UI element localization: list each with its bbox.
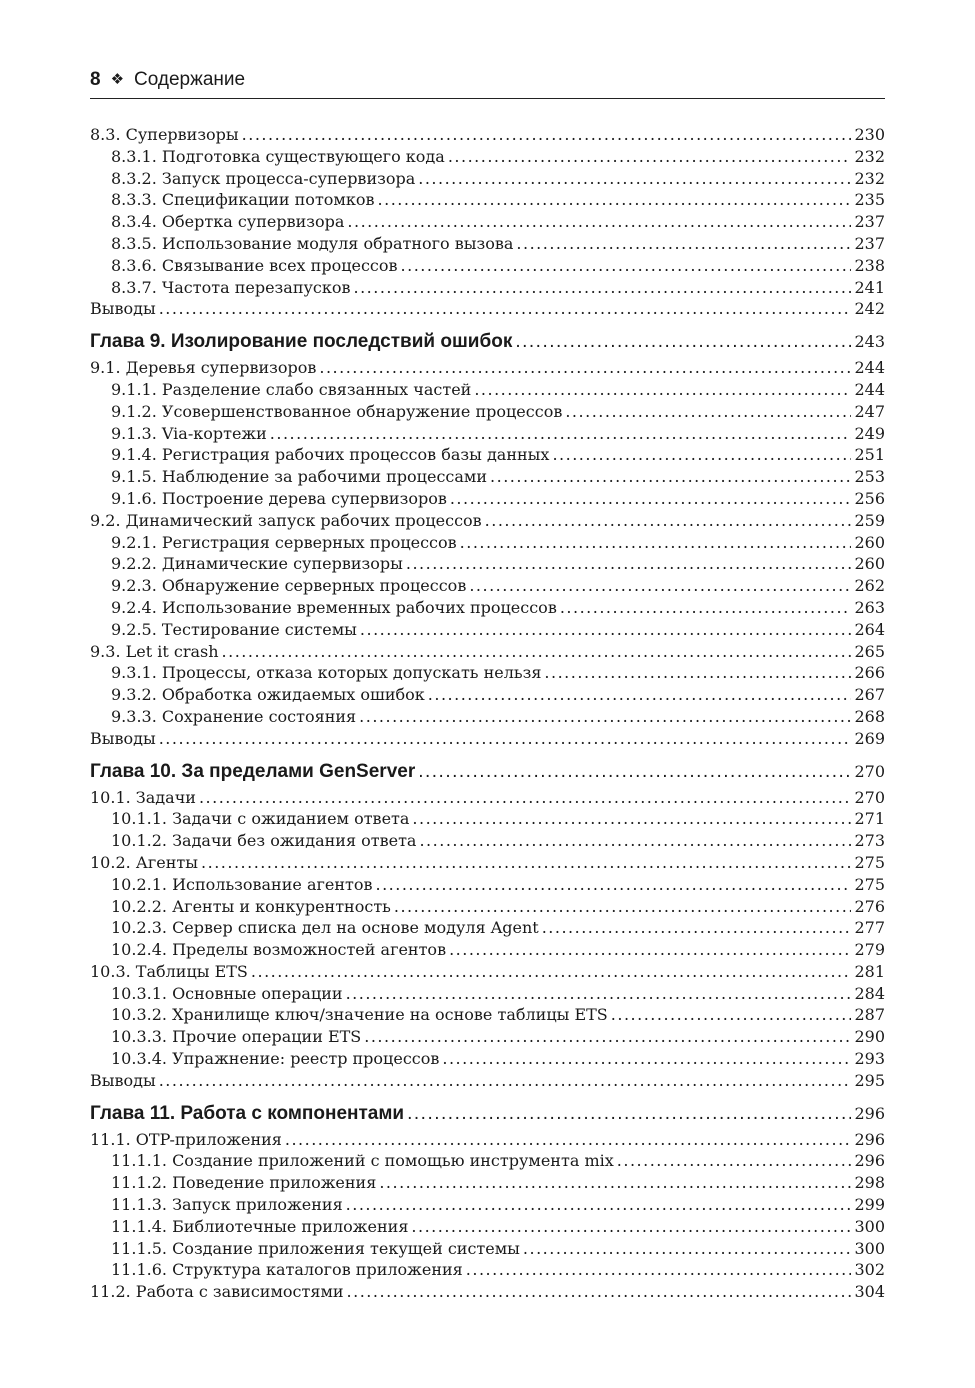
toc-entry-title: 9.3.1. Процессы, отказа которых допускать нельзя [111, 663, 542, 683]
toc-entry[interactable] [90, 874, 885, 896]
toc-entry-page-number: 296 [854, 1129, 885, 1149]
toc-entry-page-number: 302 [854, 1260, 885, 1280]
dot-leader [159, 1070, 852, 1092]
dot-leader [474, 379, 851, 401]
page-number: 8 [90, 69, 101, 90]
toc-entry-title: 10.2.1. Использование агентов [111, 874, 373, 894]
toc-entry-title: Глава 11. Работа с компонентами [90, 1102, 405, 1124]
toc-entry-title: 10.3.4. Упражнение: реестр процессов [111, 1049, 440, 1069]
toc-entry-title: 9.3.3. Сохранение состояния [111, 706, 357, 726]
toc-entry-title: 10.1. Задачи [90, 787, 196, 807]
dot-leader [617, 1150, 852, 1172]
dot-leader [542, 917, 852, 939]
toc-entry-title: 11.1.1. Создание приложений с помощью инструмента mix [111, 1151, 614, 1171]
dot-leader [442, 1048, 851, 1070]
toc-entry-title: 8.3.3. Спецификации потомков [111, 190, 375, 210]
toc-entry-title: 8.3.5. Использование модуля обратного вызова [111, 233, 514, 253]
toc-entry[interactable] [90, 917, 885, 939]
dot-leader [466, 1259, 852, 1281]
toc-entry-page-number: 263 [854, 597, 885, 617]
toc-entry-title: 11.1.3. Запуск приложения [111, 1195, 343, 1215]
toc-entry[interactable] [90, 662, 885, 684]
toc-entry-page-number: 235 [854, 190, 885, 210]
dot-leader [460, 532, 852, 554]
toc-entry-page-number: 264 [854, 619, 885, 639]
toc-entry[interactable] [90, 684, 885, 706]
toc-entry-page-number: 275 [854, 874, 885, 894]
toc-entry-page-number: 295 [854, 1070, 885, 1090]
toc-entry[interactable] [90, 168, 885, 190]
toc-entry[interactable] [90, 852, 885, 874]
toc-entry-title: 9.1.5. Наблюдение за рабочими процессами [111, 467, 488, 487]
dot-leader [560, 597, 852, 619]
toc-entry-page-number: 242 [854, 299, 885, 319]
toc-entry[interactable] [90, 532, 885, 554]
toc-entry-page-number: 300 [854, 1238, 885, 1258]
toc-chapter-entry[interactable] [90, 1101, 885, 1127]
toc-entry[interactable] [90, 1216, 885, 1238]
toc-entry-page-number: 271 [854, 809, 885, 829]
dot-leader [360, 619, 852, 641]
toc-entry-title: Глава 10. За пределами GenServer [90, 760, 416, 782]
toc-entry-title: 9.2.4. Использование временных рабочих процессов [111, 597, 557, 617]
dot-leader [544, 662, 851, 684]
toc-entry[interactable] [90, 1026, 885, 1048]
table-of-contents [90, 124, 885, 1303]
toc-entry-title: 11.1.5. Создание приложения текущей системы [111, 1238, 520, 1258]
toc-entry[interactable] [90, 553, 885, 575]
toc-entry[interactable] [90, 298, 885, 320]
toc-entry-page-number: 281 [854, 961, 885, 981]
dot-leader [523, 1238, 852, 1260]
toc-entry-title: 9.2.1. Регистрация серверных процессов [111, 532, 457, 552]
toc-entry-page-number: 230 [854, 125, 885, 144]
toc-entry-page-number: 273 [854, 831, 885, 851]
toc-entry[interactable] [90, 1048, 885, 1070]
dot-leader [346, 983, 852, 1005]
dot-leader [364, 1026, 851, 1048]
toc-entry[interactable] [90, 1194, 885, 1216]
toc-entry-page-number: 244 [854, 358, 885, 378]
toc-entry-title: 9.2.3. Обнаружение серверных процессов [111, 576, 467, 596]
toc-entry[interactable] [90, 575, 885, 597]
toc-entry-page-number: 296 [854, 1151, 885, 1171]
dot-leader [199, 787, 852, 809]
toc-entry-title: 9.2.5. Тестирование системы [111, 619, 357, 639]
toc-entry-page-number: 237 [854, 212, 885, 232]
toc-entry[interactable] [90, 808, 885, 830]
toc-entry-title: 9.3. Let it crash [90, 641, 219, 661]
dot-leader [552, 444, 851, 466]
toc-entry-page-number: 287 [854, 1005, 885, 1025]
toc-entry-title: 10.3.3. Прочие операции ETS [111, 1027, 362, 1047]
dot-leader [201, 852, 851, 874]
toc-entry[interactable] [90, 1238, 885, 1260]
dot-leader [242, 124, 852, 146]
toc-entry[interactable] [90, 189, 885, 211]
toc-entry-title: 9.1. Деревья супервизоров [90, 358, 317, 378]
toc-entry[interactable] [90, 466, 885, 488]
toc-entry-page-number: 238 [854, 255, 885, 275]
toc-entry[interactable] [90, 939, 885, 961]
toc-entry-page-number: 241 [854, 277, 885, 297]
toc-entry[interactable] [90, 1172, 885, 1194]
toc-entry[interactable] [90, 124, 885, 146]
toc-entry-page-number: 293 [854, 1049, 885, 1069]
toc-entry-title: 8.3.4. Обертка супервизора [111, 212, 345, 232]
dot-leader [412, 808, 851, 830]
toc-entry[interactable] [90, 357, 885, 379]
toc-entry[interactable] [90, 255, 885, 277]
dot-leader [319, 357, 851, 379]
dot-leader [407, 1101, 851, 1127]
toc-entry-title: 10.1.1. Задачи с ожиданием ответа [111, 809, 410, 829]
dot-leader [611, 1004, 852, 1026]
toc-entry-page-number: 232 [854, 168, 885, 188]
toc-entry[interactable] [90, 444, 885, 466]
dot-leader [346, 1194, 852, 1216]
toc-entry-title: 10.2.3. Сервер списка дел на основе модуля Agent [111, 918, 539, 938]
toc-entry-title: 10.2.4. Пределы возможностей агентов [111, 940, 447, 960]
toc-entry-title: 10.1.2. Задачи без ожидания ответа [111, 831, 417, 851]
dot-leader [450, 488, 852, 510]
dot-leader [401, 255, 852, 277]
toc-entry[interactable] [90, 423, 885, 445]
dot-leader [485, 510, 852, 532]
dot-leader [378, 189, 852, 211]
toc-entry[interactable] [90, 706, 885, 728]
toc-entry[interactable] [90, 728, 885, 750]
toc-entry-title: 10.2.2. Агенты и конкурентность [111, 896, 391, 916]
dot-leader [285, 1129, 852, 1151]
toc-entry-title: 11.1.6. Структура каталогов приложения [111, 1260, 463, 1280]
toc-entry-title: 10.3.1. Основные операции [111, 983, 343, 1003]
toc-entry-title: 11.1.2. Поведение приложения [111, 1173, 377, 1193]
dot-leader [379, 1172, 851, 1194]
dot-leader [159, 728, 852, 750]
toc-chapter-entry[interactable] [90, 759, 885, 785]
toc-entry[interactable] [90, 961, 885, 983]
toc-entry-title: 8.3.2. Запуск процесса-супервизора [111, 168, 416, 188]
toc-entry-page-number: 275 [854, 852, 885, 872]
toc-entry-title: 9.3.2. Обработка ожидаемых ошибок [111, 685, 425, 705]
toc-entry-title: 11.1.4. Библиотечные приложения [111, 1216, 409, 1236]
toc-entry[interactable] [90, 1281, 885, 1303]
toc-entry-page-number: 244 [854, 379, 885, 399]
dot-leader [469, 575, 851, 597]
toc-entry-title: 9.1.2. Усовершенствованное обнаружение процессов [111, 401, 563, 421]
dot-leader [406, 553, 852, 575]
toc-entry-page-number: 253 [854, 467, 885, 487]
toc-entry[interactable] [90, 641, 885, 663]
toc-entry-page-number: 270 [854, 787, 885, 807]
toc-entry-page-number: 251 [854, 445, 885, 465]
toc-entry-page-number: 243 [854, 332, 885, 352]
toc-entry[interactable] [90, 619, 885, 641]
dot-leader [490, 466, 851, 488]
toc-entry-title: 8.3.6. Связывание всех процессов [111, 255, 398, 275]
dot-leader [448, 146, 852, 168]
toc-entry-title: Выводы [90, 728, 156, 748]
toc-entry-page-number: 256 [854, 488, 885, 508]
toc-entry-title: 8.3.1. Подготовка существующего кода [111, 146, 445, 166]
toc-entry-page-number: 260 [854, 532, 885, 552]
toc-entry-title: Выводы [90, 1070, 156, 1090]
toc-entry[interactable] [90, 1129, 885, 1151]
toc-entry[interactable] [90, 1070, 885, 1092]
dot-leader [251, 961, 852, 983]
toc-entry[interactable] [90, 146, 885, 168]
toc-entry-title: 8.3. Супервизоры [90, 125, 239, 144]
toc-entry[interactable] [90, 1004, 885, 1026]
toc-entry[interactable] [90, 1150, 885, 1172]
toc-entry[interactable] [90, 787, 885, 809]
toc-entry[interactable] [90, 379, 885, 401]
toc-entry-page-number: 247 [854, 401, 885, 421]
dot-leader [347, 211, 851, 233]
toc-entry-page-number: 300 [854, 1216, 885, 1236]
toc-entry-page-number: 266 [854, 663, 885, 683]
toc-entry-title: 9.1.3. Via-кортежи [111, 423, 267, 443]
toc-entry-page-number: 284 [854, 983, 885, 1003]
toc-entry-page-number: 299 [854, 1195, 885, 1215]
toc-entry-title: 10.3. Таблицы ETS [90, 961, 248, 981]
toc-entry-page-number: 296 [854, 1103, 885, 1123]
dot-leader [515, 329, 851, 355]
toc-entry[interactable] [90, 896, 885, 918]
toc-entry-page-number: 298 [854, 1173, 885, 1193]
toc-entry-title: Выводы [90, 299, 156, 319]
dot-leader [516, 233, 851, 255]
toc-entry-page-number: 267 [854, 685, 885, 705]
diamond-ornament-icon: ❖ [110, 71, 125, 88]
toc-entry-page-number: 262 [854, 576, 885, 596]
toc-entry-title: 11.1. OTP-приложения [90, 1129, 282, 1149]
toc-entry[interactable] [90, 488, 885, 510]
toc-entry[interactable] [90, 233, 885, 255]
running-header-title: Содержание [134, 69, 246, 90]
dot-leader [347, 1281, 852, 1303]
dot-leader [354, 277, 852, 299]
toc-entry-title: 11.2. Работа с зависимостями [90, 1282, 344, 1302]
toc-entry[interactable] [90, 211, 885, 233]
toc-entry[interactable] [90, 830, 885, 852]
dot-leader [375, 874, 851, 896]
toc-entry-page-number: 249 [854, 423, 885, 443]
dot-leader [359, 706, 851, 728]
toc-entry-page-number: 269 [854, 728, 885, 748]
toc-entry-page-number: 290 [854, 1027, 885, 1047]
toc-entry[interactable] [90, 277, 885, 299]
dot-leader [418, 168, 851, 190]
dot-leader [428, 684, 852, 706]
dot-leader [449, 939, 851, 961]
toc-entry-page-number: 277 [854, 918, 885, 938]
toc-entry[interactable] [90, 983, 885, 1005]
toc-entry[interactable] [90, 597, 885, 619]
toc-entry-title: 10.2. Агенты [90, 852, 199, 872]
dot-leader [418, 759, 851, 785]
running-header [90, 62, 885, 99]
toc-entry-page-number: 304 [854, 1282, 885, 1302]
dot-leader [394, 896, 852, 918]
toc-entry-page-number: 232 [854, 146, 885, 166]
dot-leader [159, 298, 852, 320]
toc-entry-page-number: 268 [854, 706, 885, 726]
toc-entry-page-number: 237 [854, 233, 885, 253]
toc-entry-page-number: 265 [854, 641, 885, 661]
toc-entry[interactable] [90, 1259, 885, 1281]
dot-leader [419, 830, 851, 852]
toc-entry-title: 9.2.2. Динамические супервизоры [111, 554, 403, 574]
toc-chapter-entry[interactable] [90, 329, 885, 355]
toc-entry-page-number: 259 [854, 510, 885, 530]
toc-entry-title: 9.1.4. Регистрация рабочих процессов базы данных [111, 445, 550, 465]
toc-entry-page-number: 260 [854, 554, 885, 574]
toc-entry-title: 9.2. Динамический запуск рабочих процессов [90, 510, 482, 530]
toc-entry-title: 8.3.7. Частота перезапусков [111, 277, 351, 297]
dot-leader [565, 401, 851, 423]
dot-leader [411, 1216, 851, 1238]
dot-leader [222, 641, 852, 663]
toc-entry-title: Глава 9. Изолирование последствий ошибок [90, 331, 513, 353]
toc-entry-title: 9.1.6. Построение дерева супервизоров [111, 488, 447, 508]
dot-leader [270, 423, 852, 445]
toc-entry-title: 9.1.1. Разделение слабо связанных частей [111, 379, 472, 399]
toc-entry-title: 10.3.2. Хранилище ключ/значение на основе таблицы ETS [111, 1005, 608, 1025]
toc-entry-page-number: 270 [854, 761, 885, 781]
toc-entry[interactable] [90, 401, 885, 423]
toc-entry-page-number: 279 [854, 940, 885, 960]
toc-entry[interactable] [90, 510, 885, 532]
toc-entry-page-number: 276 [854, 896, 885, 916]
